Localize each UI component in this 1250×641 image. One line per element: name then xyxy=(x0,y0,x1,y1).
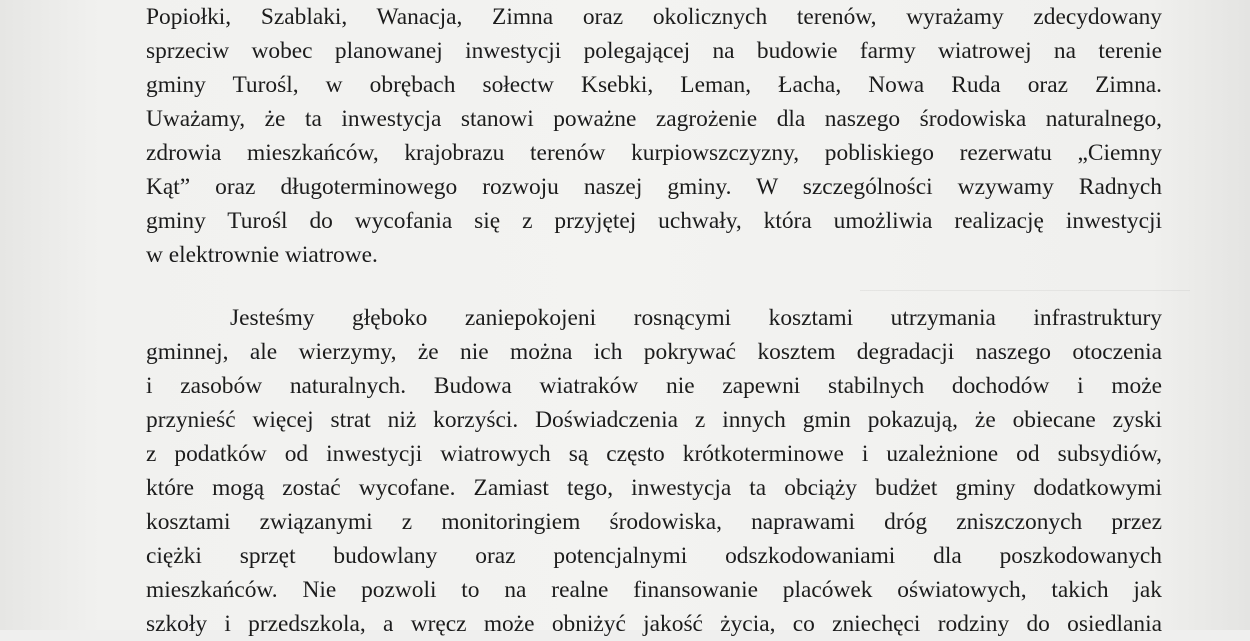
text-line: Kąt” oraz długoterminowego rozwoju naszej gminy. W szczególności wzywamy Radnych xyxy=(146,174,1162,200)
text-line: które mogą zostać wycofane. Zamiast tego, inwestycja ta obciąży budżet gminy dodatkowymi xyxy=(146,475,1162,501)
text-line: zdrowia mieszkańców, krajobrazu terenów kurpiowszczyzny, pobliskiego rezerwatu „Ciemny xyxy=(146,140,1162,166)
text-line: przynieść więcej strat niż korzyści. Doświadczenia z innych gmin pokazują, że obiecane zyski xyxy=(146,407,1162,433)
text-line: Jesteśmy głęboko zaniepokojeni rosnącymi kosztami utrzymania infrastruktury xyxy=(230,305,1162,331)
text-line: szkoły i przedszkola, a wręcz może obniżyć jakość życia, co zniechęci rodziny do osiedlania xyxy=(146,611,1162,637)
text-line: z podatków od inwestycji wiatrowych są często krótkoterminowe i uzależnione od subsydiów, xyxy=(146,441,1162,467)
text-line: Popiołki, Szablaki, Wanacja, Zimna oraz okolicznych terenów, wyrażamy zdecydowany xyxy=(146,4,1162,30)
text-line: gminy Turośl do wycofania się z przyjętej uchwały, która umożliwia realizację inwestycji xyxy=(146,208,1162,234)
text-line: mieszkańców. Nie pozwoli to na realne finansowanie placówek oświatowych, takich jak xyxy=(146,577,1162,603)
text-line: gminnej, ale wierzymy, że nie można ich pokrywać kosztem degradacji naszego otoczenia xyxy=(146,339,1162,365)
text-line: w elektrownie wiatrowe. xyxy=(146,242,378,268)
text-line: sprzeciw wobec planowanej inwestycji polegającej na budowie farmy wiatrowej na terenie xyxy=(146,38,1162,64)
text-line: kosztami związanymi z monitoringiem środowiska, naprawami dróg zniszczonych przez xyxy=(146,509,1162,535)
text-line: gminy Turośl, w obrębach sołectw Ksebki, Leman, Łacha, Nowa Ruda oraz Zimna. xyxy=(146,72,1162,98)
text-line: ciężki sprzęt budowlany oraz potencjalnymi odszkodowaniami dla poszkodowanych xyxy=(146,543,1162,569)
text-line: i zasobów naturalnych. Budowa wiatraków nie zapewni stabilnych dochodów i może xyxy=(146,373,1162,399)
text-line: Uważamy, że ta inwestycja stanowi poważne zagrożenie dla naszego środowiska naturalnego, xyxy=(146,106,1162,132)
